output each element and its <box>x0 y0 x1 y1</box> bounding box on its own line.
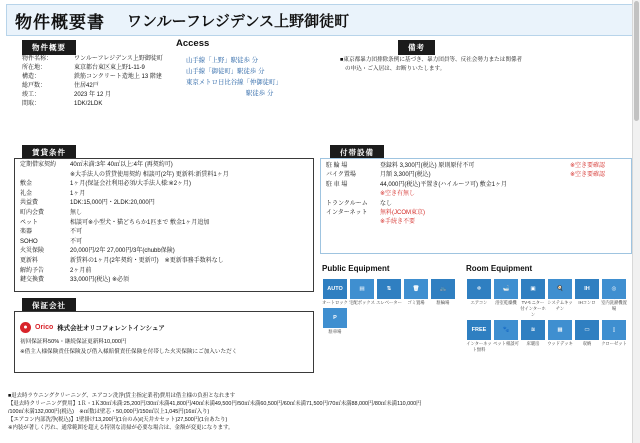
facilities-value: 登録料 3,300円(税込) 原則原付不可 <box>380 163 475 169</box>
access-line: 山手線「御徒町」駅徒歩 分 <box>186 68 265 75</box>
bath-dryer-icon: 🛁 <box>493 278 519 300</box>
terms-value: 不可 <box>70 229 83 236</box>
facilities-note: ※空き要確認 <box>570 172 606 179</box>
room-equipment-label: TVモニター付インターホン <box>520 300 546 317</box>
room-equipment-item <box>601 319 627 353</box>
room-equipment-label: インターネット無料 <box>466 341 492 352</box>
access-line: 山手線「上野」駅徒歩 分 <box>186 57 259 64</box>
public-equipment-label: エレベーター <box>376 300 402 305</box>
access-title: Access <box>176 38 210 49</box>
terms-value: 無し <box>70 209 83 216</box>
remarks-body <box>340 56 630 73</box>
closet-icon: ▯ <box>601 319 627 341</box>
terms-key <box>20 171 70 181</box>
facilities-key <box>326 190 380 199</box>
guarantor-body <box>20 322 310 355</box>
terms-key: 楽器 <box>20 229 33 236</box>
public-equipment-title: Public Equipment <box>322 264 390 273</box>
bicycle-parking-icon: 🚲 <box>430 278 456 300</box>
terms-key: 敷金 <box>20 181 33 188</box>
guarantor-line: ※借主人様保険責任保険及び借入様賠償責任保険を付帯した火災保険にご加入いただく <box>20 349 238 355</box>
parking-icon: P <box>322 307 348 329</box>
terms-value: 1ヶ月 <box>70 190 86 197</box>
overview-key: 物件名称： <box>22 56 53 62</box>
overview-key: 所在地： <box>22 65 47 71</box>
terms-key: 火災保険 <box>20 248 45 255</box>
terms-value: 1DK:15,000円・2LDK:20,000円 <box>70 200 155 207</box>
overview-list <box>22 55 172 109</box>
overview-key: 間取： <box>22 101 41 107</box>
overview-value: 2023 年 12 月 <box>74 92 112 98</box>
access-line: 駅徒歩 分 <box>246 90 274 97</box>
room-equipment-item <box>601 278 627 318</box>
footer-line: 【退去時クリーニング費用】1Ｒ・1Ｋ30㎡未満:25,200円/30㎡未満41,800円/40㎡未満49,500円/50㎡未満60,500円/60㎡未満71,500円/70㎡未満88,000円/80㎡未満110,000円 <box>8 401 422 407</box>
overview-value: 鉄筋コンクリート造地上 13 階建 <box>74 74 162 80</box>
terms-value: 40㎡未満:3年 40㎡以上:4年 (再契約可) <box>70 162 173 168</box>
overview-value: 住居42戸 <box>74 83 99 89</box>
facilities-key: バイク置場 <box>326 172 356 179</box>
scrollbar-thumb[interactable] <box>634 1 639 121</box>
section-header-overview <box>22 40 76 55</box>
room-equipment-item <box>493 278 519 318</box>
terms-value: 新賃料の1ヶ月(2年契約・更新可) ※更新事務手数料なし <box>70 257 224 264</box>
system-kitchen-icon: 🍳 <box>547 278 573 300</box>
wood-deck-icon: ▦ <box>547 319 573 341</box>
ih-stove-icon: IH <box>574 278 600 300</box>
facilities-list <box>326 162 630 228</box>
terms-row <box>20 190 312 200</box>
footer-line: ※内装が著しく汚れ、通常範囲を超える特別な清掃が必要な場合は、金額が変更になります。 <box>8 425 234 431</box>
terms-key: ペット <box>20 219 39 226</box>
facilities-note: ※空き要確認 <box>570 163 606 169</box>
access-line: 東京メトロ日比谷線「仲御徒町」 <box>186 79 282 86</box>
terms-row <box>20 219 312 229</box>
overview-value: ワンルーフレジデンス上野御徒町 <box>74 56 163 62</box>
room-equipment-label: 床暖房 <box>526 341 540 346</box>
room-equipment-label: エアコン <box>470 300 488 305</box>
terms-value: ※大手法人の賃貸使用契約 相談可(2年) 更新料:新賃料1ヶ月 <box>70 171 229 178</box>
terms-value: 33,000円(税込) ※必須 <box>70 277 130 284</box>
auto-lock-icon: AUTO <box>322 278 348 300</box>
orico-logo-icon: ● <box>20 322 31 333</box>
washer-space-icon: ◎ <box>601 278 627 300</box>
facilities-row <box>326 190 630 199</box>
room-equipment-item <box>466 319 492 353</box>
terms-key: 礼金 <box>20 190 33 197</box>
floor-heating-icon: ≋ <box>520 319 546 341</box>
terms-key: 共益費 <box>20 200 39 207</box>
room-equipment-item <box>574 319 600 353</box>
facilities-row <box>326 200 630 209</box>
facilities-key: トランクルーム <box>326 200 368 207</box>
facilities-note: ※手続き不要 <box>380 219 416 226</box>
guarantor-line: 初回保証料50%・継続保証更新料10,000円 <box>20 339 127 345</box>
trash-room-icon: 🗑 <box>403 278 429 300</box>
facilities-row <box>326 209 630 218</box>
elevator-icon: ⇅ <box>376 278 402 300</box>
public-equipment-item <box>322 307 348 335</box>
terms-value: 1ヶ月(保証会社利用必須/大手法人様:※2ヶ月) <box>70 181 192 188</box>
terms-row <box>20 276 312 286</box>
facilities-row <box>326 162 630 171</box>
facilities-key: インターネット <box>326 210 368 217</box>
public-equipment-item <box>376 278 402 306</box>
terms-row <box>20 238 312 248</box>
room-equipment-label: 収納 <box>582 341 592 346</box>
terms-key: 解約予告 <box>20 267 45 274</box>
public-equipment-item <box>322 278 348 306</box>
delivery-box-icon: ▤ <box>349 278 375 300</box>
public-equipment-label: 宅配ボックス <box>349 300 375 305</box>
tv-intercom-icon: ▣ <box>520 278 546 300</box>
overview-value: 東京都台東区東上野1-11-9 <box>74 65 145 71</box>
section-header-remarks <box>398 40 435 55</box>
facilities-key: 駐 輪 場 <box>326 163 348 169</box>
terms-row <box>20 267 312 277</box>
room-equipment-label: IHコンロ <box>578 300 596 305</box>
terms-row <box>20 171 312 181</box>
public-equipment-label: 駐輪場 <box>436 300 450 305</box>
overview-row <box>22 55 172 64</box>
facilities-label: 付帯設備 <box>330 145 384 160</box>
footer-notes <box>8 392 632 432</box>
room-equipment-title: Room Equipment <box>466 264 533 273</box>
overview-label: 物件概要 <box>22 40 76 55</box>
remarks-line: の申込・ご入居は、お断りいたします。 <box>345 65 446 72</box>
terms-value: 20,000円/2年 27,000円/3年(chubb保険) <box>70 248 175 255</box>
access-list <box>186 55 366 99</box>
facilities-value: なし <box>380 200 393 207</box>
footer-line: 【エアコン内部洗浄(税込)】1壁掛け13,200円(1台のみ)/(天井カセット)27,500円(1台あたり) <box>8 417 228 423</box>
facilities-value: 月額 3,300円(税込) <box>380 172 431 179</box>
terms-key: 町内会費 <box>20 209 45 216</box>
public-equipment-grid <box>322 278 472 336</box>
facilities-value: 無料(JCOM東京) <box>380 210 425 217</box>
room-equipment-label: クローゼット <box>601 341 627 346</box>
room-equipment-item <box>520 278 546 318</box>
facilities-note <box>570 181 630 190</box>
overview-key: 竣工： <box>22 92 41 98</box>
terms-row <box>20 209 312 219</box>
guarantor-brand-row <box>20 322 310 333</box>
terms-key: SOHO <box>20 238 38 245</box>
document-header <box>6 4 636 36</box>
property-name-title: ワンルーフレジデンス上野御徒町 <box>127 12 350 30</box>
vertical-scrollbar[interactable] <box>632 0 640 443</box>
facilities-value: 44,000円(税込)平置き(ハイルーフ可) 敷金1ヶ月 <box>380 181 508 188</box>
overview-key: 構造： <box>22 74 41 80</box>
free-internet-icon: FREE <box>466 319 492 341</box>
terms-value: 不可 <box>70 238 83 245</box>
room-equipment-item <box>520 319 546 353</box>
overview-row <box>22 82 172 91</box>
room-equipment-label: ペット相談可 <box>493 341 519 346</box>
room-equipment-label: システムキッチン <box>547 300 573 311</box>
room-equipment-item <box>574 278 600 318</box>
remarks-line: ■東京都暴力団排除条例に基づき、暴力団員等、反社会勢力または関係者 <box>340 57 523 63</box>
terms-row <box>20 161 312 171</box>
terms-value: 2ヶ月前 <box>70 267 92 274</box>
public-equipment-item <box>349 278 375 306</box>
air-conditioner-icon: ❄ <box>466 278 492 300</box>
terms-key: 更新料 <box>20 257 39 264</box>
guarantor-label: 保証会社 <box>22 298 76 313</box>
public-equipment-item <box>430 278 456 306</box>
overview-row <box>22 91 172 100</box>
overview-row <box>22 100 172 109</box>
room-equipment-item <box>547 278 573 318</box>
overview-key: 総戸数： <box>22 83 47 89</box>
public-equipment-label: ゴミ置場 <box>407 300 425 305</box>
page-title: 物件概要書 <box>15 12 105 32</box>
overview-row <box>22 64 172 73</box>
guarantor-brand: Orico <box>35 324 54 331</box>
room-equipment-grid <box>466 278 634 354</box>
terms-label: 賃貸条件 <box>22 145 76 160</box>
room-equipment-label: 室内洗濯機置場 <box>601 300 627 311</box>
public-equipment-item <box>403 278 429 306</box>
terms-row <box>20 180 312 190</box>
terms-key: 鍵交換費 <box>20 277 45 284</box>
public-equipment-label: オートロック <box>322 300 348 305</box>
public-equipment-label: 駐車場 <box>328 329 342 334</box>
terms-list <box>20 161 312 286</box>
storage-icon: ▭ <box>574 319 600 341</box>
facilities-note: ※空き有無し <box>380 191 416 198</box>
room-equipment-label: 浴室乾燥機 <box>495 300 517 305</box>
pet-icon: 🐾 <box>493 319 519 341</box>
footer-line: /100㎡未満132,000円(税込) ※㎡数は壁芯・50,000円/150㎡以上1,045円(16㎡入り) <box>8 409 210 415</box>
terms-value: 相談可※小型犬・猫どちらか1匹まで 敷金1ヶ月追加 <box>70 219 210 226</box>
facilities-key <box>326 218 380 227</box>
facilities-row <box>326 181 630 190</box>
room-equipment-label: ウッドデッキ <box>547 341 573 346</box>
room-equipment-item <box>547 319 573 353</box>
terms-row <box>20 199 312 209</box>
room-equipment-item <box>493 319 519 353</box>
terms-row <box>20 247 312 257</box>
terms-row <box>20 228 312 238</box>
remarks-label: 備考 <box>398 40 435 55</box>
facilities-row <box>326 171 630 180</box>
terms-key: 定期借家契約 <box>20 162 57 168</box>
terms-row <box>20 257 312 267</box>
facilities-key: 駐 車 場 <box>326 181 348 188</box>
footer-line: ■退去時ラウニングクリーニング、エアコン洗浄(賃主指定業者)費用は借主様の負担となれます <box>8 393 236 399</box>
overview-value: 1DK/2LDK <box>74 101 103 107</box>
room-equipment-item <box>466 278 492 318</box>
guarantor-company: 株式会社オリコフォレントインシュア <box>57 325 165 332</box>
overview-row <box>22 73 172 82</box>
facilities-row <box>326 218 630 227</box>
